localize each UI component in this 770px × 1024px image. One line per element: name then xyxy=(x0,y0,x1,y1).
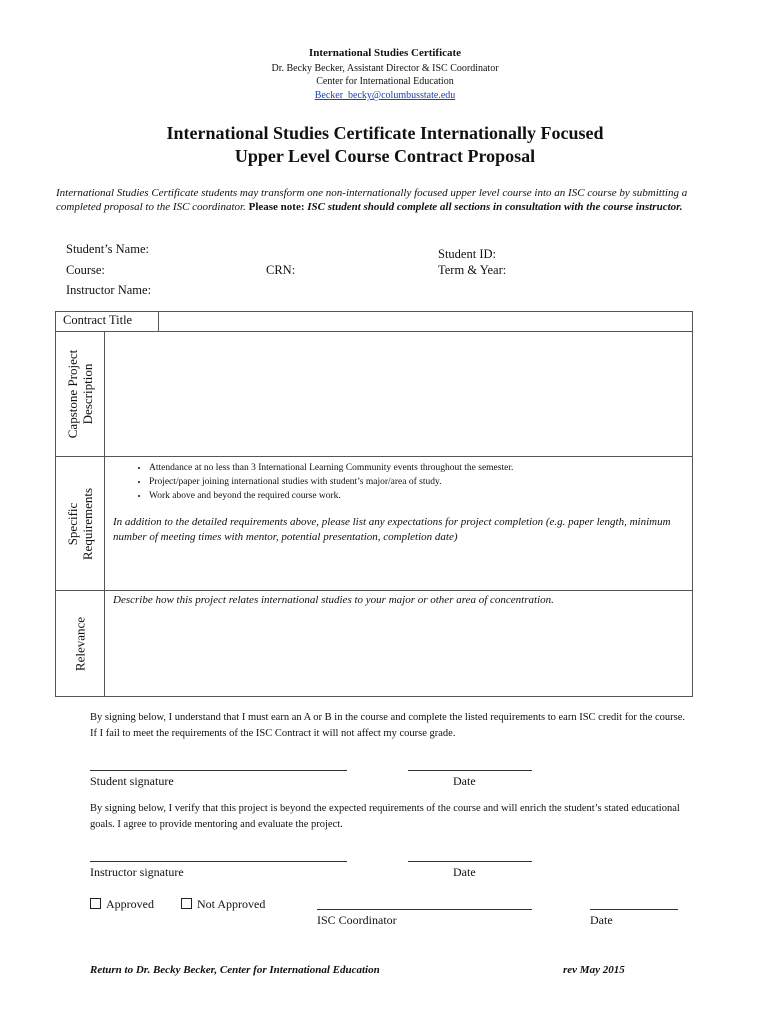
requirements-list xyxy=(105,457,692,503)
approved-label: Approved xyxy=(106,897,154,911)
student-agreement-text: By signing below, I understand that I must earn an A or B in the course and complete the listed requirements to earn ISC credit for the course. If I fail to meet the requirements of the ISC Contract it will not affect my course grade. xyxy=(90,712,686,739)
relevance-note: Describe how this project relates international studies to your major or other area of concentration. xyxy=(113,594,554,606)
instructor-date-line[interactable] xyxy=(408,861,532,862)
term-year-label: Term & Year: xyxy=(438,263,507,277)
student-name-label: Student’s Name: xyxy=(66,242,149,256)
page-title-line1: International Studies Certificate Internationally Focused xyxy=(166,123,604,143)
capstone-description-field[interactable] xyxy=(105,332,693,457)
not-approved-label: Not Approved xyxy=(197,897,266,911)
intro-note-label: Please note: xyxy=(248,201,305,213)
student-id-label: Student ID: xyxy=(438,247,496,261)
instructor-signature-label: Instructor signature xyxy=(90,865,184,879)
requirements-note: In addition to the detailed requirements above, please list any expectations for project completion (e.g. paper length, minimum number of meeting times with mentor, potential presentation, completion date) xyxy=(113,516,671,543)
requirements-side-label xyxy=(56,457,105,591)
requirements-cell[interactable] xyxy=(105,457,693,591)
capstone-label-line1: Capstone Project xyxy=(65,349,80,439)
page-title xyxy=(0,122,770,168)
student-date-label: Date xyxy=(453,774,476,788)
header-title: International Studies Certificate xyxy=(308,47,462,59)
crn-label: CRN: xyxy=(266,263,296,277)
student-signature-label: Student signature xyxy=(90,774,174,788)
relevance-label: Relevance xyxy=(72,616,88,671)
footer-return-text: Return to Dr. Becky Becker, Center for International Education xyxy=(90,964,380,976)
header-coordinator: Dr. Becky Becker, Assistant Director & ISC Coordinator xyxy=(271,63,499,74)
requirement-item: • Project/paper joining international studies with student’s major/area of study. xyxy=(149,475,692,489)
isc-coordinator-date-label: Date xyxy=(590,913,613,927)
footer-revision: rev May 2015 xyxy=(563,964,625,976)
intro-text: International Studies Certificate students may transform one non-internationally focused upper level course into an ISC course by submitting a completed proposal to the ISC coordinator. xyxy=(56,187,688,213)
contract-title-label: Contract Title xyxy=(56,312,159,332)
capstone-label-line2: Description xyxy=(80,363,95,425)
instructor-name-label: Instructor Name: xyxy=(66,283,152,297)
not-approved-checkbox[interactable] xyxy=(181,898,192,909)
requirement-item: • Attendance at no less than 3 International Learning Community events throughout the semester. xyxy=(149,461,692,475)
intro-note-text: ISC student should complete all sections in consultation with the course instructor. xyxy=(307,201,683,213)
approved-checkbox[interactable] xyxy=(90,898,101,909)
requirement-item: • Work above and beyond the required course work. xyxy=(149,489,692,503)
approved-option[interactable] xyxy=(90,897,154,912)
intro-paragraph xyxy=(56,186,696,214)
instructor-agreement-text: By signing below, I verify that this project is beyond the expected requirements of the course and will enrich the student’s stated educational goals. I agree to provide mentoring and evaluate the project. xyxy=(90,803,680,830)
instructor-date-label: Date xyxy=(453,865,476,879)
isc-coordinator-label: ISC Coordinator xyxy=(317,913,397,927)
isc-coordinator-date-line[interactable] xyxy=(590,909,678,910)
student-date-line[interactable] xyxy=(408,770,532,771)
header-department: Center for International Education xyxy=(316,76,454,87)
course-label: Course: xyxy=(66,263,105,277)
specific-label-line1: Specific xyxy=(65,502,80,545)
contract-table xyxy=(55,311,693,697)
specific-label-line2: Requirements xyxy=(80,487,95,560)
not-approved-option[interactable] xyxy=(181,897,265,912)
student-signature-line[interactable] xyxy=(90,770,347,771)
header-email-link[interactable]: Becker_becky@columbusstate.edu xyxy=(314,90,456,101)
contract-title-field[interactable] xyxy=(159,312,693,332)
relevance-side-label xyxy=(56,591,105,697)
isc-coordinator-signature-line[interactable] xyxy=(317,909,532,910)
instructor-signature-line[interactable] xyxy=(90,861,347,862)
relevance-cell[interactable] xyxy=(105,591,693,697)
capstone-side-label xyxy=(56,332,105,457)
page-title-line2: Upper Level Course Contract Proposal xyxy=(234,146,536,166)
